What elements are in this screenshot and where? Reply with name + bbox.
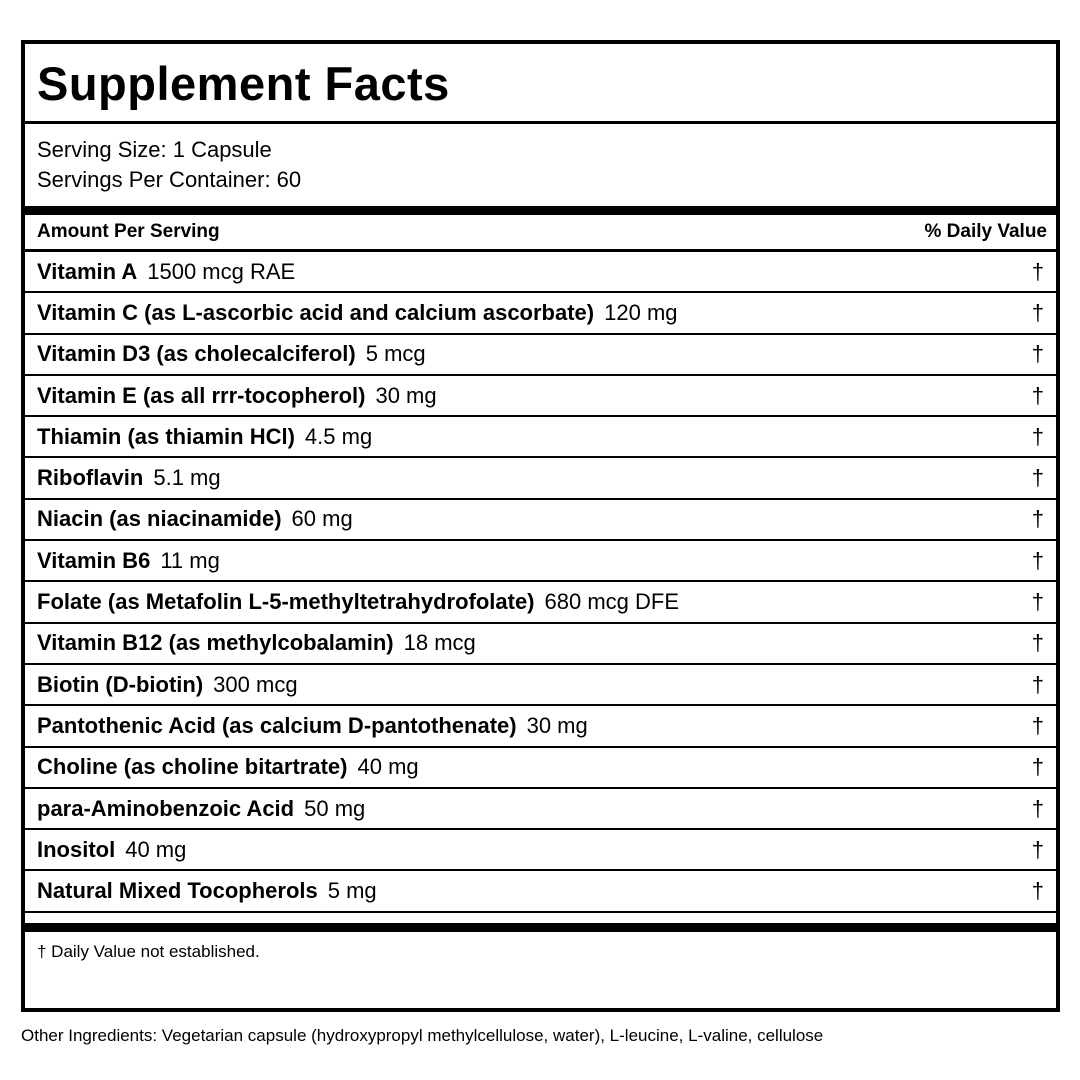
nutrient-label bbox=[37, 672, 298, 698]
nutrient-name: Pantothenic Acid (as calcium D-pantothenate) bbox=[37, 712, 517, 738]
nutrient-row bbox=[25, 458, 1056, 499]
nutrient-label bbox=[37, 837, 186, 863]
nutrient-amount: 5 mg bbox=[327, 878, 377, 904]
nutrient-label bbox=[37, 383, 437, 409]
nutrient-name: Niacin (as niacinamide) bbox=[37, 506, 282, 532]
nutrient-amount: 5.1 mg bbox=[153, 465, 221, 491]
nutrient-amount: 5 mcg bbox=[365, 341, 426, 367]
thick-divider bbox=[25, 206, 1056, 215]
nutrient-row bbox=[25, 335, 1056, 376]
nutrient-row bbox=[25, 376, 1056, 417]
daily-value-dagger: † bbox=[1031, 547, 1044, 573]
nutrient-label bbox=[37, 259, 295, 285]
nutrient-amount: 40 mg bbox=[357, 754, 419, 780]
nutrient-row bbox=[25, 665, 1056, 706]
nutrient-label bbox=[37, 630, 476, 656]
nutrient-row bbox=[25, 293, 1056, 334]
nutrient-name: Vitamin E (as all rrr-tocopherol) bbox=[37, 382, 366, 408]
nutrient-amount: 30 mg bbox=[375, 382, 437, 408]
nutrient-label bbox=[37, 713, 588, 739]
nutrient-list bbox=[25, 252, 1056, 913]
nutrient-row bbox=[25, 871, 1056, 912]
column-header-row bbox=[25, 215, 1056, 252]
daily-value-dagger: † bbox=[1031, 630, 1044, 656]
nutrient-row bbox=[25, 830, 1056, 871]
nutrient-row bbox=[25, 500, 1056, 541]
daily-value-dagger: † bbox=[1031, 423, 1044, 449]
nutrient-label bbox=[37, 300, 678, 326]
nutrient-amount: 4.5 mg bbox=[304, 423, 373, 449]
nutrient-amount: 18 mcg bbox=[403, 630, 476, 656]
daily-value-dagger: † bbox=[1031, 712, 1044, 738]
other-ingredients: Other Ingredients: Vegetarian capsule (hydroxypropyl methylcellulose, water), L-leucine, L-valine, cellulose bbox=[21, 1026, 824, 1045]
supplement-facts-panel bbox=[21, 40, 1060, 1012]
nutrient-row bbox=[25, 541, 1056, 582]
nutrient-row bbox=[25, 624, 1056, 665]
nutrient-amount: 1500 mcg RAE bbox=[147, 258, 296, 284]
daily-value-dagger: † bbox=[1031, 506, 1044, 532]
daily-value-dagger: † bbox=[1031, 465, 1044, 491]
nutrient-label bbox=[37, 548, 220, 574]
daily-value-dagger: † bbox=[1031, 795, 1044, 821]
nutrient-amount: 50 mg bbox=[304, 795, 366, 821]
nutrient-name: para-Aminobenzoic Acid bbox=[37, 795, 295, 821]
spacer-row bbox=[25, 913, 1056, 923]
nutrient-label bbox=[37, 754, 419, 780]
nutrient-name: Vitamin B12 (as methylcobalamin) bbox=[37, 630, 394, 656]
nutrient-label bbox=[37, 878, 377, 904]
nutrient-row bbox=[25, 252, 1056, 293]
nutrient-label bbox=[37, 341, 426, 367]
daily-value-dagger: † bbox=[1031, 836, 1044, 862]
nutrient-row bbox=[25, 748, 1056, 789]
nutrient-name: Vitamin A bbox=[37, 258, 138, 284]
nutrient-row bbox=[25, 789, 1056, 830]
nutrient-name: Riboflavin bbox=[37, 465, 144, 491]
nutrient-amount: 30 mg bbox=[526, 712, 588, 738]
nutrient-name: Folate (as Metafolin L-5-methyltetrahydrofolate) bbox=[37, 589, 535, 615]
nutrient-label bbox=[37, 796, 365, 822]
panel-title: Supplement Facts bbox=[25, 44, 1056, 124]
amount-per-serving-label: Amount Per Serving bbox=[37, 221, 220, 242]
nutrient-row bbox=[25, 582, 1056, 623]
daily-value-dagger: † bbox=[1031, 341, 1044, 367]
nutrient-label bbox=[37, 424, 372, 450]
daily-value-dagger: † bbox=[1031, 754, 1044, 780]
nutrient-name: Vitamin D3 (as cholecalciferol) bbox=[37, 341, 356, 367]
servings-per-container: Servings Per Container: 60 bbox=[37, 167, 302, 192]
serving-info bbox=[25, 124, 1056, 206]
nutrient-name: Natural Mixed Tocopherols bbox=[37, 878, 318, 904]
nutrient-row bbox=[25, 706, 1056, 747]
nutrient-name: Biotin (D-biotin) bbox=[37, 671, 204, 697]
nutrient-amount: 60 mg bbox=[291, 506, 353, 532]
footnote: † Daily Value not established. bbox=[37, 941, 260, 961]
nutrient-row bbox=[25, 417, 1056, 458]
daily-value-dagger: † bbox=[1031, 878, 1044, 904]
nutrient-name: Vitamin B6 bbox=[37, 547, 151, 573]
footer-divider bbox=[25, 923, 1056, 932]
nutrient-amount: 300 mcg bbox=[213, 671, 298, 697]
nutrient-amount: 11 mg bbox=[160, 547, 220, 573]
nutrient-amount: 680 mcg DFE bbox=[544, 589, 680, 615]
nutrient-name: Vitamin C (as L-ascorbic acid and calcium ascorbate) bbox=[37, 299, 595, 325]
daily-value-dagger: † bbox=[1031, 299, 1044, 325]
daily-value-dagger: † bbox=[1031, 382, 1044, 408]
nutrient-amount: 40 mg bbox=[125, 836, 187, 862]
daily-value-dagger: † bbox=[1031, 671, 1044, 697]
nutrient-name: Thiamin (as thiamin HCl) bbox=[37, 423, 295, 449]
daily-value-dagger: † bbox=[1031, 258, 1044, 284]
nutrient-amount: 120 mg bbox=[604, 299, 678, 325]
nutrient-label bbox=[37, 465, 221, 491]
daily-value-label: % Daily Value bbox=[924, 221, 1047, 242]
nutrient-name: Inositol bbox=[37, 836, 116, 862]
nutrient-name: Choline (as choline bitartrate) bbox=[37, 754, 348, 780]
daily-value-dagger: † bbox=[1031, 589, 1044, 615]
serving-size: Serving Size: 1 Capsule bbox=[37, 137, 272, 162]
nutrient-label bbox=[37, 506, 353, 532]
nutrient-label bbox=[37, 589, 679, 615]
